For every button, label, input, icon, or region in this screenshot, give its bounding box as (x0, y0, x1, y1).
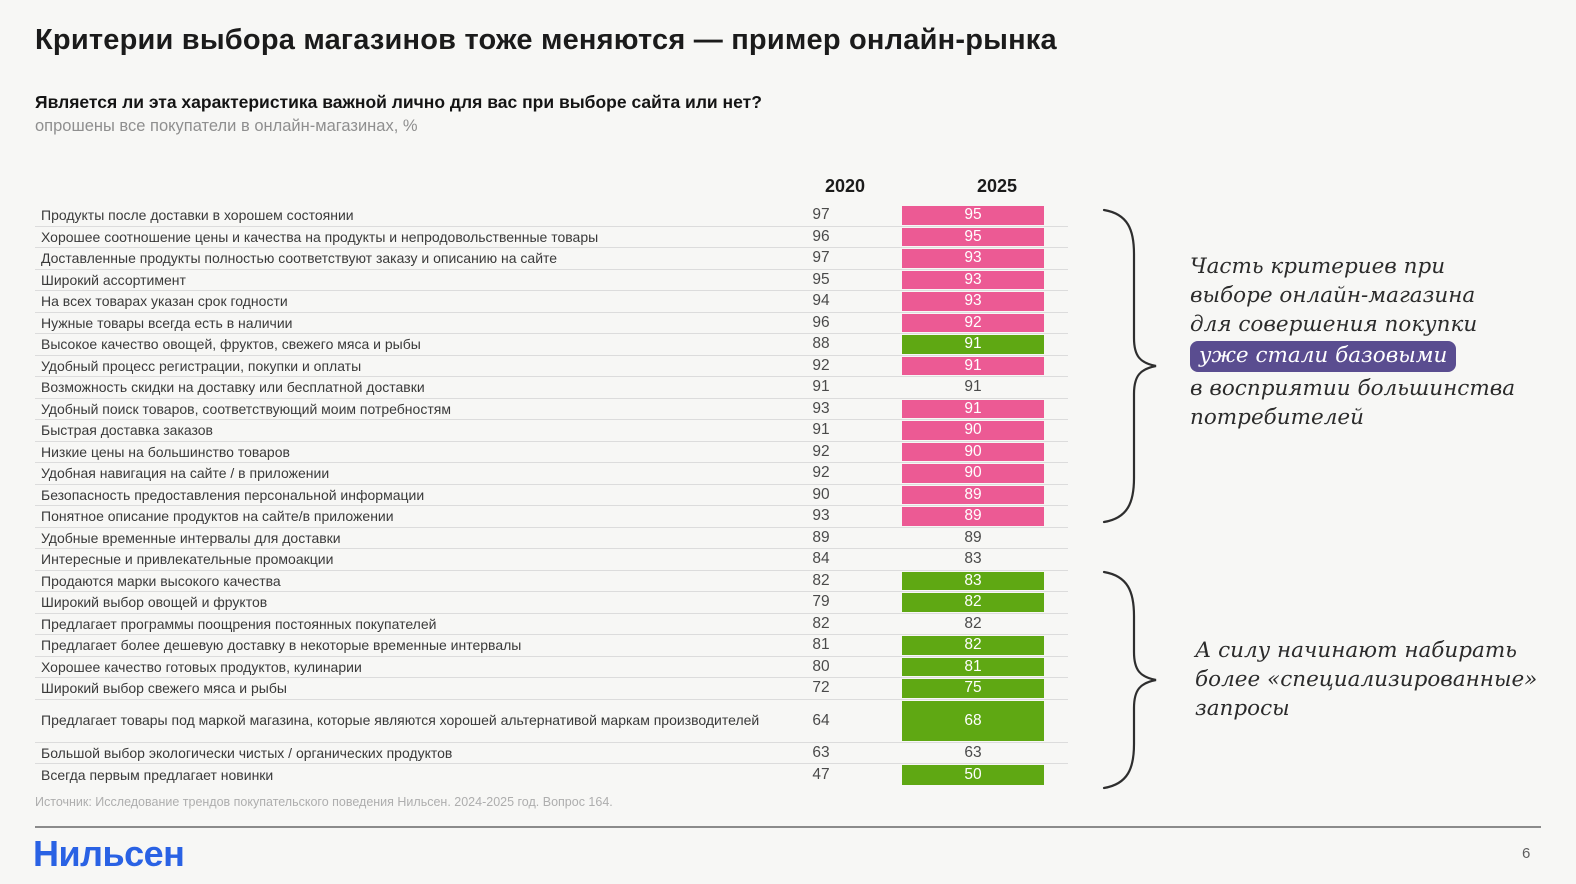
annotation-line: выборе онлайн-магазина (1190, 283, 1476, 308)
criterion-label: Возможность скидки на доставку или бесплатной доставки (41, 379, 425, 396)
value-2025-cell: 68 (902, 701, 1044, 741)
value-2025-cell: 90 (902, 421, 1044, 440)
table-row (35, 291, 1068, 313)
table-row (35, 485, 1068, 507)
curly-brace-path (1104, 210, 1156, 522)
value-2020: 64 (812, 711, 830, 729)
criterion-label: Удобная навигация на сайте / в приложении (41, 465, 330, 482)
table-row (35, 399, 1068, 421)
annotation-line: для совершения покупки (1190, 312, 1478, 337)
table-row (35, 678, 1068, 700)
value-2020: 88 (812, 335, 830, 353)
criterion-label: Понятное описание продуктов на сайте/в приложении (41, 508, 394, 525)
table-row (35, 743, 1068, 765)
value-2020: 81 (812, 636, 830, 654)
table-row (35, 334, 1068, 356)
page-number: 6 (1522, 845, 1531, 862)
criterion-label: Удобные временные интервалы для доставки (41, 529, 341, 546)
table-row (35, 248, 1068, 270)
table-row (35, 549, 1068, 571)
criterion-label: Всегда первым предлагает новинки (41, 766, 274, 783)
survey-question: Является ли эта характеристика важной лично для вас при выборе сайта или нет? (35, 92, 762, 112)
value-2020: 92 (812, 464, 830, 482)
column-header-2025: 2025 (976, 175, 1018, 196)
criteria-table-rows (35, 205, 1068, 786)
table-row (35, 764, 1068, 786)
value-2020: 93 (812, 507, 830, 525)
criterion-label: Предлагает товары под маркой магазина, которые являются хорошей альтернативой маркам производителей (41, 712, 760, 729)
value-2025-cell: 91 (902, 357, 1044, 376)
value-2020: 91 (812, 378, 830, 396)
column-headers (35, 172, 1068, 200)
annotation-line: А силу начинают набирать (1195, 638, 1517, 663)
value-2025-cell: 91 (964, 378, 982, 396)
annotation-basic-criteria (1190, 252, 1515, 432)
annotation-line: в восприятии большинства (1190, 376, 1516, 401)
value-2025-cell: 91 (902, 400, 1044, 419)
table-row (35, 528, 1068, 550)
value-2020: 97 (812, 206, 830, 224)
value-2020: 63 (812, 743, 830, 761)
criterion-label: Широкий выбор овощей и фруктов (41, 594, 268, 611)
value-2020: 82 (812, 571, 830, 589)
value-2025-cell: 89 (902, 486, 1044, 505)
table-row (35, 377, 1068, 399)
criterion-label: Безопасность предоставления персональной информации (41, 486, 425, 503)
value-2025-cell: 93 (902, 292, 1044, 311)
value-2025-cell: 83 (902, 572, 1044, 591)
value-2020: 93 (812, 399, 830, 417)
table-row (35, 313, 1068, 335)
value-2025-cell: 82 (902, 593, 1044, 612)
value-2020: 95 (812, 270, 830, 288)
annotation-line: потребителей (1190, 405, 1365, 430)
table-row (35, 227, 1068, 249)
annotation-highlight-pill: уже стали базовыми (1190, 341, 1456, 372)
value-2020: 97 (812, 249, 830, 267)
column-header-2020: 2020 (824, 175, 866, 196)
survey-base-note: опрошены все покупатели в онлайн-магазинах, % (35, 117, 418, 135)
value-2025-cell: 89 (902, 507, 1044, 526)
criterion-label: Продукты после доставки в хорошем состоянии (41, 207, 354, 224)
criterion-label: Предлагает программы поощрения постоянных покупателей (41, 615, 437, 632)
value-2025-cell: 91 (902, 335, 1044, 354)
table-row (35, 442, 1068, 464)
criterion-label: Интересные и привлекательные промоакции (41, 551, 334, 568)
annotation-line: запросы (1195, 696, 1290, 721)
value-2020: 92 (812, 356, 830, 374)
table-row (35, 420, 1068, 442)
value-2025-cell: 93 (902, 249, 1044, 268)
value-2020: 47 (812, 765, 830, 783)
table-row (35, 356, 1068, 378)
value-2025-cell: 95 (902, 228, 1044, 247)
value-2020: 94 (812, 292, 830, 310)
value-2025-cell: 90 (902, 443, 1044, 462)
criterion-label: Большой выбор экологически чистых / органических продуктов (41, 744, 453, 761)
value-2020: 90 (812, 485, 830, 503)
value-2020: 84 (812, 550, 830, 568)
criterion-label: Удобный поиск товаров, соответствующий моим потребностям (41, 400, 451, 417)
value-2025-cell: 83 (964, 550, 982, 568)
table-row (35, 270, 1068, 292)
value-2025-cell: 92 (902, 314, 1044, 333)
value-2025-cell: 95 (902, 206, 1044, 225)
value-2025-cell: 82 (902, 636, 1044, 655)
value-2025-cell: 89 (964, 528, 982, 546)
value-2020: 96 (812, 227, 830, 245)
value-2025-cell: 81 (902, 658, 1044, 677)
criterion-label: Широкий выбор свежего мяса и рыбы (41, 680, 287, 697)
criterion-label: Высокое качество овощей, фруктов, свежего мяса и рыбы (41, 336, 421, 353)
annotation-specialized-requests (1195, 636, 1537, 723)
criterion-label: Доставленные продукты полностью соответствуют заказу и описанию на сайте (41, 250, 558, 267)
criterion-label: Хорошее соотношение цены и качества на продукты и непродовольственные товары (41, 228, 599, 245)
annotation-line: Часть критериев при (1190, 254, 1446, 279)
source-note: Источник: Исследование трендов покупательского поведения Нильсен. 2024-2025 год. Вопрос 164. (35, 795, 613, 809)
criterion-label: Широкий ассортимент (41, 271, 186, 288)
value-2020: 96 (812, 313, 830, 331)
value-2025-cell: 63 (964, 743, 982, 761)
criterion-label: Предлагает более дешевую доставку в некоторые временные интервалы (41, 637, 522, 654)
table-row (35, 592, 1068, 614)
curly-brace-bottom-group (1102, 570, 1160, 790)
table-row (35, 571, 1068, 593)
table-row (35, 506, 1068, 528)
table-row (35, 205, 1068, 227)
annotation-line (1190, 339, 1515, 374)
value-2020: 72 (812, 679, 830, 697)
criterion-label: Нужные товары всегда есть в наличии (41, 314, 293, 331)
table-row (35, 635, 1068, 657)
value-2020: 79 (812, 593, 830, 611)
table-row (35, 614, 1068, 636)
value-2020: 82 (812, 614, 830, 632)
curly-brace-top-group (1102, 208, 1160, 524)
table-row (35, 700, 1068, 743)
curly-brace-path (1104, 572, 1156, 788)
value-2020: 91 (812, 421, 830, 439)
criterion-label: Хорошее качество готовых продуктов, кулинарии (41, 658, 362, 675)
criterion-label: Быстрая доставка заказов (41, 422, 213, 439)
criterion-label: Низкие цены на большинство товаров (41, 443, 290, 460)
table-row (35, 463, 1068, 485)
annotation-line: более «специализированные» (1195, 667, 1538, 692)
value-2020: 92 (812, 442, 830, 460)
value-2025-cell: 90 (902, 464, 1044, 483)
value-2025-cell: 50 (902, 765, 1044, 785)
criterion-label: Удобный процесс регистрации, покупки и оплаты (41, 357, 362, 374)
value-2025-cell: 93 (902, 271, 1044, 290)
value-2020: 80 (812, 657, 830, 675)
criterion-label: Продаются марки высокого качества (41, 572, 281, 589)
value-2025-cell: 75 (902, 679, 1044, 698)
value-2025-cell: 82 (964, 614, 982, 632)
value-2020: 89 (812, 528, 830, 546)
footer-divider (35, 826, 1541, 828)
table-row (35, 657, 1068, 679)
nielsen-logo: Нильсен (33, 833, 185, 874)
page-title: Критерии выбора магазинов тоже меняются — пример онлайн-рынка (35, 24, 1057, 56)
criterion-label: На всех товарах указан срок годности (41, 293, 288, 310)
